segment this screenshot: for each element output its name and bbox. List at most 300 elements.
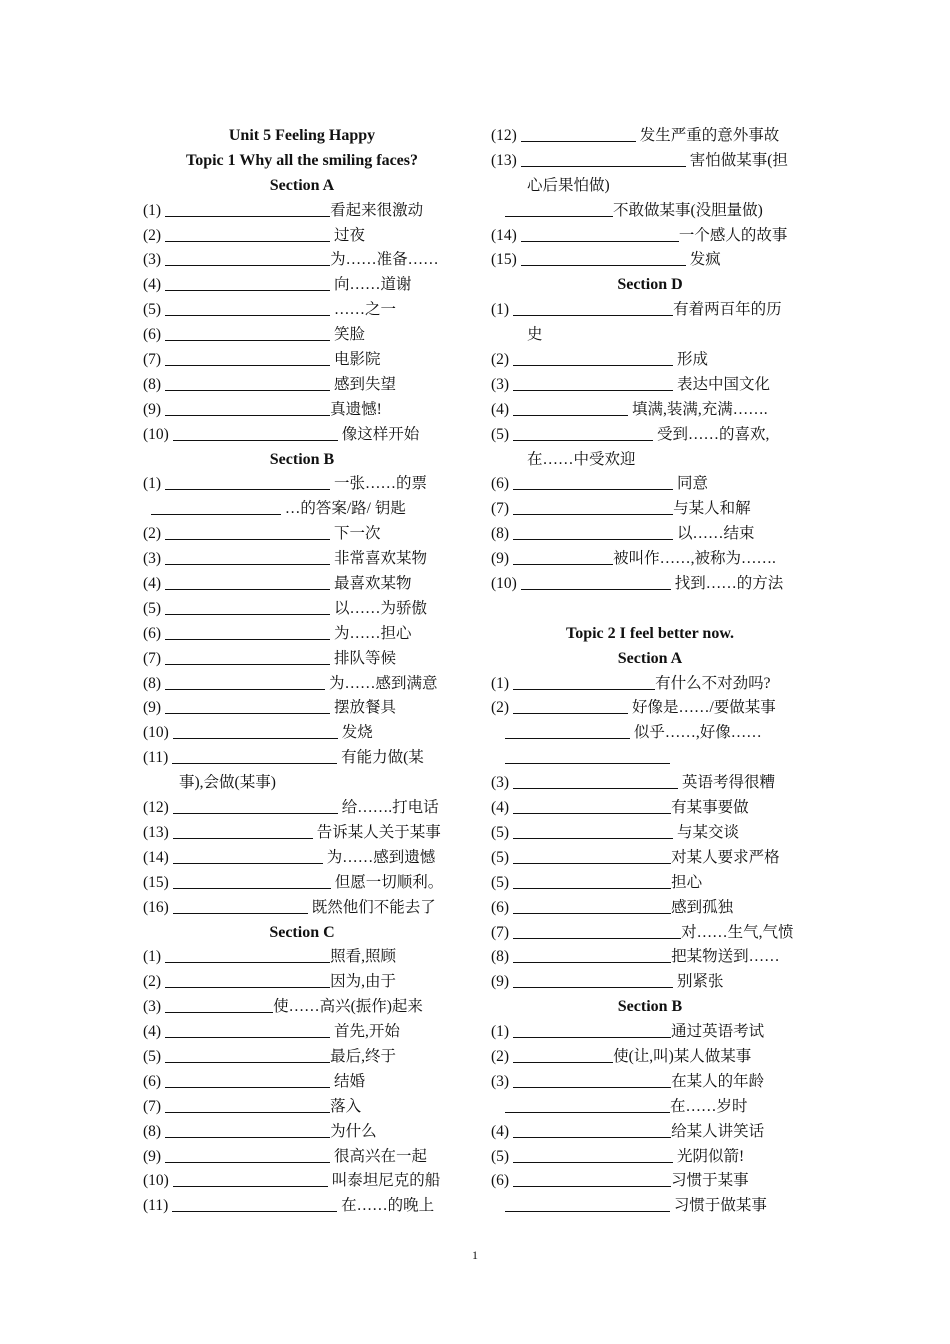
item-number: (15) — [491, 251, 517, 269]
item-meaning: 填满,装满,充满……. — [628, 400, 768, 418]
fill-in-item — [143, 1045, 461, 1070]
fill-in-item — [491, 298, 809, 323]
item-number: (8) — [143, 674, 162, 692]
item-meaning: 有某事要做 — [671, 799, 749, 817]
item-number: (4) — [143, 1023, 162, 1041]
item-number: (10) — [143, 1172, 169, 1190]
answer-blank[interactable] — [165, 324, 330, 341]
answer-blank[interactable] — [165, 673, 325, 690]
item-meaning: 一个感人的故事 — [678, 226, 788, 244]
fill-in-item — [491, 921, 809, 946]
fill-in-item — [143, 1145, 461, 1170]
fill-in-item — [491, 796, 809, 821]
item-number: (1) — [143, 201, 162, 219]
fill-in-item — [491, 1145, 809, 1170]
fill-in-item — [143, 199, 461, 224]
item-number: (5) — [491, 425, 510, 443]
item-meaning: 过夜 — [330, 226, 365, 244]
fill-in-item — [491, 721, 809, 746]
answer-blank[interactable] — [513, 772, 678, 789]
item-meaning: 通过英语考试 — [671, 1023, 765, 1041]
fill-in-item — [491, 522, 809, 547]
section-heading: Section A — [269, 176, 335, 194]
fill-in-item — [143, 398, 461, 423]
item-number: (13) — [491, 151, 517, 169]
answer-blank[interactable] — [513, 922, 681, 939]
item-meaning: 告诉某人关于某事 — [312, 823, 441, 841]
answer-blank[interactable] — [513, 1121, 671, 1138]
item-number: (3) — [491, 774, 510, 792]
fill-in-item — [143, 1169, 461, 1194]
item-meaning: 在……岁时 — [670, 1097, 748, 1115]
item-meaning: 使……高兴(振作)起来 — [273, 998, 423, 1016]
item-number: (3) — [143, 550, 162, 568]
answer-blank[interactable] — [165, 523, 330, 540]
fill-in-item — [491, 672, 809, 697]
item-meaning: 为……准备…… — [330, 251, 439, 269]
section-heading: Topic 1 Why all the smiling faces? — [185, 151, 419, 169]
answer-blank[interactable] — [513, 797, 671, 814]
item-number: (10) — [143, 724, 169, 742]
answer-blank[interactable] — [165, 249, 330, 266]
item-meaning: 发疯 — [685, 251, 721, 269]
item-number: (6) — [491, 1172, 510, 1190]
answer-blank[interactable] — [505, 747, 670, 764]
fill-in-item — [143, 298, 461, 323]
fill-in-item — [143, 248, 461, 273]
item-meaning: 不敢做某事(没胆量做) — [613, 201, 763, 219]
answer-blank[interactable] — [165, 349, 330, 366]
fill-in-item — [143, 821, 461, 846]
item-number: (6) — [491, 898, 510, 916]
item-number: (4) — [143, 276, 162, 294]
answer-blank[interactable] — [165, 697, 330, 714]
item-number: (5) — [491, 823, 510, 841]
fill-in-item — [143, 572, 461, 597]
item-number: (13) — [143, 823, 169, 841]
answer-blank[interactable] — [173, 424, 338, 441]
fill-in-item — [491, 1045, 809, 1070]
answer-blank[interactable] — [513, 498, 673, 515]
fill-in-item — [491, 248, 809, 273]
fill-in-item — [491, 348, 809, 373]
fill-in-item — [143, 746, 461, 771]
item-meaning: 像这样开始 — [337, 425, 420, 443]
item-number: (10) — [491, 575, 517, 593]
answer-blank[interactable] — [513, 697, 628, 714]
item-meaning: 习惯于做某事 — [670, 1197, 767, 1215]
item-meaning: 给某人讲笑话 — [671, 1122, 765, 1140]
item-meaning: 向……道谢 — [330, 276, 412, 294]
answer-blank[interactable] — [513, 523, 673, 540]
fill-in-item — [143, 696, 461, 721]
answer-blank[interactable] — [521, 125, 636, 142]
fill-in-item — [491, 124, 809, 149]
item-number: (5) — [491, 873, 510, 891]
answer-blank[interactable] — [513, 424, 653, 441]
section-heading: Topic 2 I feel better now. — [566, 624, 734, 642]
blank-line — [491, 597, 809, 622]
fill-in-item — [143, 647, 461, 672]
answer-blank[interactable] — [165, 1046, 330, 1063]
answer-blank[interactable] — [151, 498, 281, 515]
fill-in-item — [491, 746, 809, 771]
item-number: (7) — [143, 1097, 162, 1115]
fill-in-item — [491, 398, 809, 423]
item-number: (2) — [143, 973, 162, 991]
item-meaning: 感到孤独 — [671, 898, 734, 916]
left-column — [143, 124, 461, 1219]
fill-in-item — [491, 945, 809, 970]
fill-in-item — [491, 696, 809, 721]
item-meaning: 照看,照顾 — [330, 948, 396, 966]
item-number: (1) — [491, 1023, 510, 1041]
fill-in-item — [143, 672, 461, 697]
item-number: (3) — [143, 998, 162, 1016]
item-meaning: 但愿一切顺利。 — [330, 873, 444, 891]
answer-blank[interactable] — [521, 573, 671, 590]
item-number: (1) — [491, 674, 510, 692]
wrapped-text: 史 — [527, 326, 543, 344]
answer-blank[interactable] — [513, 897, 671, 914]
item-number: (6) — [143, 1072, 162, 1090]
item-meaning: 对……生气,气愤 — [681, 923, 794, 941]
item-meaning: 为……感到满意 — [325, 674, 438, 692]
item-meaning: 很高兴在一起 — [330, 1147, 427, 1165]
fill-in-item — [491, 199, 809, 224]
item-meaning: …的答案/路/ 钥匙 — [281, 500, 406, 518]
item-number: (9) — [491, 973, 510, 991]
item-number: (5) — [491, 1147, 510, 1165]
fill-in-item — [143, 995, 461, 1020]
answer-blank[interactable] — [172, 747, 337, 764]
item-meaning: 下一次 — [330, 525, 381, 543]
item-meaning: 真遗憾! — [330, 400, 382, 418]
fill-in-item — [143, 547, 461, 572]
page-number: 1 — [472, 1248, 478, 1262]
section-heading: Section C — [269, 923, 335, 941]
item-number: (9) — [143, 400, 162, 418]
answer-blank[interactable] — [165, 1146, 330, 1163]
item-meaning: 为……担心 — [330, 624, 412, 642]
item-number: (14) — [143, 848, 169, 866]
answer-blank[interactable] — [173, 822, 313, 839]
fill-in-item — [143, 348, 461, 373]
section-heading: Unit 5 Feeling Happy — [228, 127, 376, 144]
item-meaning: 电影院 — [330, 351, 381, 369]
answer-blank[interactable] — [165, 623, 330, 640]
answer-blank[interactable] — [513, 673, 655, 690]
answer-blank[interactable] — [165, 946, 330, 963]
item-number: (4) — [143, 575, 162, 593]
fill-in-item — [491, 1020, 809, 1045]
item-number: (8) — [491, 948, 510, 966]
item-meaning: 首先,开始 — [330, 1023, 400, 1041]
answer-blank[interactable] — [173, 847, 323, 864]
item-meaning: 给…….打电话 — [337, 799, 439, 817]
answer-blank[interactable] — [505, 722, 630, 739]
answer-blank[interactable] — [165, 1021, 330, 1038]
item-meaning: 结婚 — [330, 1072, 365, 1090]
item-number: (9) — [143, 1147, 162, 1165]
item-number: (1) — [143, 475, 162, 493]
item-meaning: 对某人要求严格 — [671, 848, 780, 866]
answer-blank[interactable] — [165, 225, 330, 242]
answer-blank[interactable] — [165, 1071, 330, 1088]
item-meaning: 感到失望 — [330, 375, 396, 393]
item-meaning: 笑脸 — [330, 326, 365, 344]
item-meaning: 既然他们不能去了 — [307, 898, 436, 916]
item-meaning: 叫泰坦尼克的船 — [327, 1172, 441, 1190]
fill-in-item — [143, 273, 461, 298]
item-meaning: 排队等候 — [330, 649, 396, 667]
answer-blank[interactable] — [173, 797, 338, 814]
answer-blank[interactable] — [165, 548, 330, 565]
answer-blank[interactable] — [165, 200, 330, 217]
answer-blank[interactable] — [173, 897, 308, 914]
item-number: (5) — [491, 848, 510, 866]
answer-blank[interactable] — [513, 1021, 671, 1038]
item-number: (6) — [143, 624, 162, 642]
fill-in-item — [143, 622, 461, 647]
item-number: (14) — [491, 226, 517, 244]
item-meaning: 最喜欢某物 — [330, 575, 412, 593]
wrapped-text: 事),会做(某事) — [179, 774, 276, 792]
item-number: (15) — [143, 873, 169, 891]
item-number: (4) — [491, 799, 510, 817]
answer-blank[interactable] — [513, 1146, 673, 1163]
fill-in-item — [143, 1020, 461, 1045]
answer-blank[interactable] — [165, 1121, 330, 1138]
item-meaning: ……之一 — [330, 301, 396, 319]
answer-blank[interactable] — [173, 722, 338, 739]
section-heading: Section B — [269, 450, 335, 468]
item-meaning: 落入 — [330, 1097, 362, 1115]
item-number: (8) — [143, 1122, 162, 1140]
section-heading: Section D — [617, 276, 683, 294]
item-number: (2) — [491, 699, 510, 717]
fill-in-item — [143, 796, 461, 821]
fill-in-item — [491, 572, 809, 597]
item-meaning: 担心 — [671, 873, 703, 891]
item-number: (5) — [143, 599, 162, 617]
answer-blank[interactable] — [165, 473, 330, 490]
fill-in-item — [143, 871, 461, 896]
item-number: (2) — [491, 351, 510, 369]
fill-in-item — [491, 472, 809, 497]
fill-in-item — [491, 871, 809, 896]
answer-blank[interactable] — [513, 971, 673, 988]
answer-blank[interactable] — [513, 299, 673, 316]
answer-blank[interactable] — [165, 299, 330, 316]
item-number: (5) — [143, 301, 162, 319]
answer-blank[interactable] — [165, 274, 330, 291]
fill-in-item — [491, 547, 809, 572]
item-number: (1) — [143, 948, 162, 966]
item-meaning: 同意 — [673, 475, 708, 493]
item-number: (11) — [143, 749, 169, 767]
answer-blank[interactable] — [165, 573, 330, 590]
answer-blank[interactable] — [505, 1096, 670, 1113]
item-meaning: 表达中国文化 — [673, 375, 770, 393]
item-meaning: 与某交谈 — [673, 823, 739, 841]
fill-in-item — [143, 945, 461, 970]
fill-in-item — [143, 896, 461, 921]
item-meaning: 受到……的喜欢, — [653, 425, 770, 443]
fill-in-item — [143, 497, 461, 522]
item-number: (3) — [143, 251, 162, 269]
answer-blank[interactable] — [513, 349, 673, 366]
answer-blank[interactable] — [165, 598, 330, 615]
fill-in-item — [143, 1120, 461, 1145]
answer-blank[interactable] — [505, 200, 613, 217]
wrapped-text: 在……中受欢迎 — [527, 450, 636, 468]
fill-in-item — [491, 970, 809, 995]
fill-in-item — [143, 224, 461, 249]
item-meaning: 发烧 — [337, 724, 373, 742]
item-number: (2) — [491, 1047, 510, 1065]
item-meaning: 在……的晚上 — [337, 1197, 435, 1215]
fill-in-item — [143, 1070, 461, 1095]
answer-blank[interactable] — [513, 473, 673, 490]
fill-in-item — [143, 522, 461, 547]
item-meaning: 与某人和解 — [673, 500, 751, 518]
answer-blank[interactable] — [165, 996, 273, 1013]
item-meaning: 光阴似箭! — [673, 1147, 745, 1165]
fill-in-item — [491, 821, 809, 846]
item-meaning: 因为,由于 — [330, 973, 396, 991]
item-number: (6) — [491, 475, 510, 493]
section-heading: Section B — [617, 998, 683, 1016]
section-heading: Section A — [617, 649, 683, 667]
answer-blank[interactable] — [165, 648, 330, 665]
item-meaning: 为……感到遗憾 — [322, 848, 436, 866]
answer-blank[interactable] — [165, 399, 330, 416]
answer-blank[interactable] — [165, 971, 330, 988]
item-meaning: 有什么不对劲吗? — [655, 674, 771, 692]
item-meaning: 好像是……/要做某事 — [628, 699, 776, 717]
answer-blank[interactable] — [521, 225, 679, 242]
answer-blank[interactable] — [513, 548, 613, 565]
item-meaning: 把某物送到…… — [671, 948, 780, 966]
answer-blank[interactable] — [513, 822, 673, 839]
answer-blank[interactable] — [513, 847, 671, 864]
fill-in-item — [143, 1095, 461, 1120]
item-number: (9) — [491, 550, 510, 568]
answer-blank[interactable] — [505, 1195, 670, 1212]
fill-in-item — [491, 1095, 809, 1120]
item-number: (7) — [491, 500, 510, 518]
answer-blank[interactable] — [513, 1170, 671, 1187]
fill-in-item — [143, 323, 461, 348]
fill-in-item — [491, 1120, 809, 1145]
answer-blank[interactable] — [513, 1071, 671, 1088]
answer-blank[interactable] — [172, 1195, 337, 1212]
item-meaning: 英语考得很糟 — [678, 774, 775, 792]
item-number: (2) — [143, 525, 162, 543]
right-column — [491, 124, 809, 1219]
item-number: (3) — [491, 1072, 510, 1090]
fill-in-item — [491, 1194, 809, 1219]
item-meaning: 发生严重的意外事故 — [635, 127, 780, 144]
item-number: (10) — [143, 425, 169, 443]
wrapped-text: 心后果怕做) — [527, 176, 610, 194]
item-meaning: 找到……的方法 — [670, 575, 784, 593]
fill-in-item — [491, 149, 809, 174]
fill-in-item — [491, 771, 809, 796]
item-meaning: 使(让,叫)某人做某事 — [613, 1047, 752, 1065]
fill-in-item — [143, 970, 461, 995]
fill-in-item — [491, 896, 809, 921]
item-number: (7) — [143, 649, 162, 667]
item-meaning: 在某人的年龄 — [671, 1072, 765, 1090]
item-meaning: 非常喜欢某物 — [330, 550, 427, 568]
item-number: (8) — [143, 375, 162, 393]
answer-blank[interactable] — [513, 399, 628, 416]
item-meaning: 被叫作……,被称为……. — [613, 550, 776, 568]
fill-in-item — [143, 373, 461, 398]
item-meaning: 为什么 — [330, 1122, 377, 1140]
item-number: (3) — [491, 375, 510, 393]
item-meaning: 一张……的票 — [330, 475, 427, 493]
fill-in-item — [143, 597, 461, 622]
item-number: (11) — [143, 1197, 169, 1215]
item-number: (5) — [143, 1047, 162, 1065]
item-meaning: 害怕做某事(担 — [685, 151, 788, 169]
answer-blank[interactable] — [513, 946, 671, 963]
item-meaning: 有着两百年的历 — [673, 301, 782, 319]
fill-in-item — [491, 846, 809, 871]
answer-blank[interactable] — [173, 872, 331, 889]
fill-in-item — [491, 497, 809, 522]
answer-blank[interactable] — [513, 1046, 613, 1063]
item-meaning: 形成 — [673, 351, 708, 369]
answer-blank[interactable] — [513, 374, 673, 391]
answer-blank[interactable] — [513, 872, 671, 889]
item-meaning: 摆放餐具 — [330, 699, 396, 717]
item-meaning: 最后,终于 — [330, 1047, 396, 1065]
answer-blank[interactable] — [165, 374, 330, 391]
item-meaning: 别紧张 — [673, 973, 724, 991]
fill-in-item — [143, 472, 461, 497]
fill-in-item — [143, 423, 461, 448]
fill-in-item — [491, 423, 809, 448]
item-number: (4) — [491, 1122, 510, 1140]
fill-in-item — [143, 721, 461, 746]
item-meaning: 看起来很激动 — [330, 201, 424, 219]
item-meaning: 以……结束 — [673, 525, 755, 543]
item-number: (1) — [491, 301, 510, 319]
item-number: (12) — [491, 127, 517, 144]
item-meaning: 似乎……,好像…… — [630, 724, 762, 742]
answer-blank[interactable] — [173, 1170, 328, 1187]
item-meaning: 习惯于某事 — [671, 1172, 749, 1190]
fill-in-item — [143, 846, 461, 871]
answer-blank[interactable] — [521, 249, 686, 266]
answer-blank[interactable] — [165, 1096, 330, 1113]
fill-in-item — [491, 373, 809, 398]
item-number: (4) — [491, 400, 510, 418]
item-number: (8) — [491, 525, 510, 543]
item-meaning: 有能力做(某 — [337, 749, 424, 767]
item-number: (2) — [143, 226, 162, 244]
item-number: (6) — [143, 326, 162, 344]
fill-in-item — [143, 1194, 461, 1219]
item-number: (7) — [143, 351, 162, 369]
item-number: (16) — [143, 898, 169, 916]
fill-in-item — [491, 1169, 809, 1194]
answer-blank[interactable] — [521, 150, 686, 167]
